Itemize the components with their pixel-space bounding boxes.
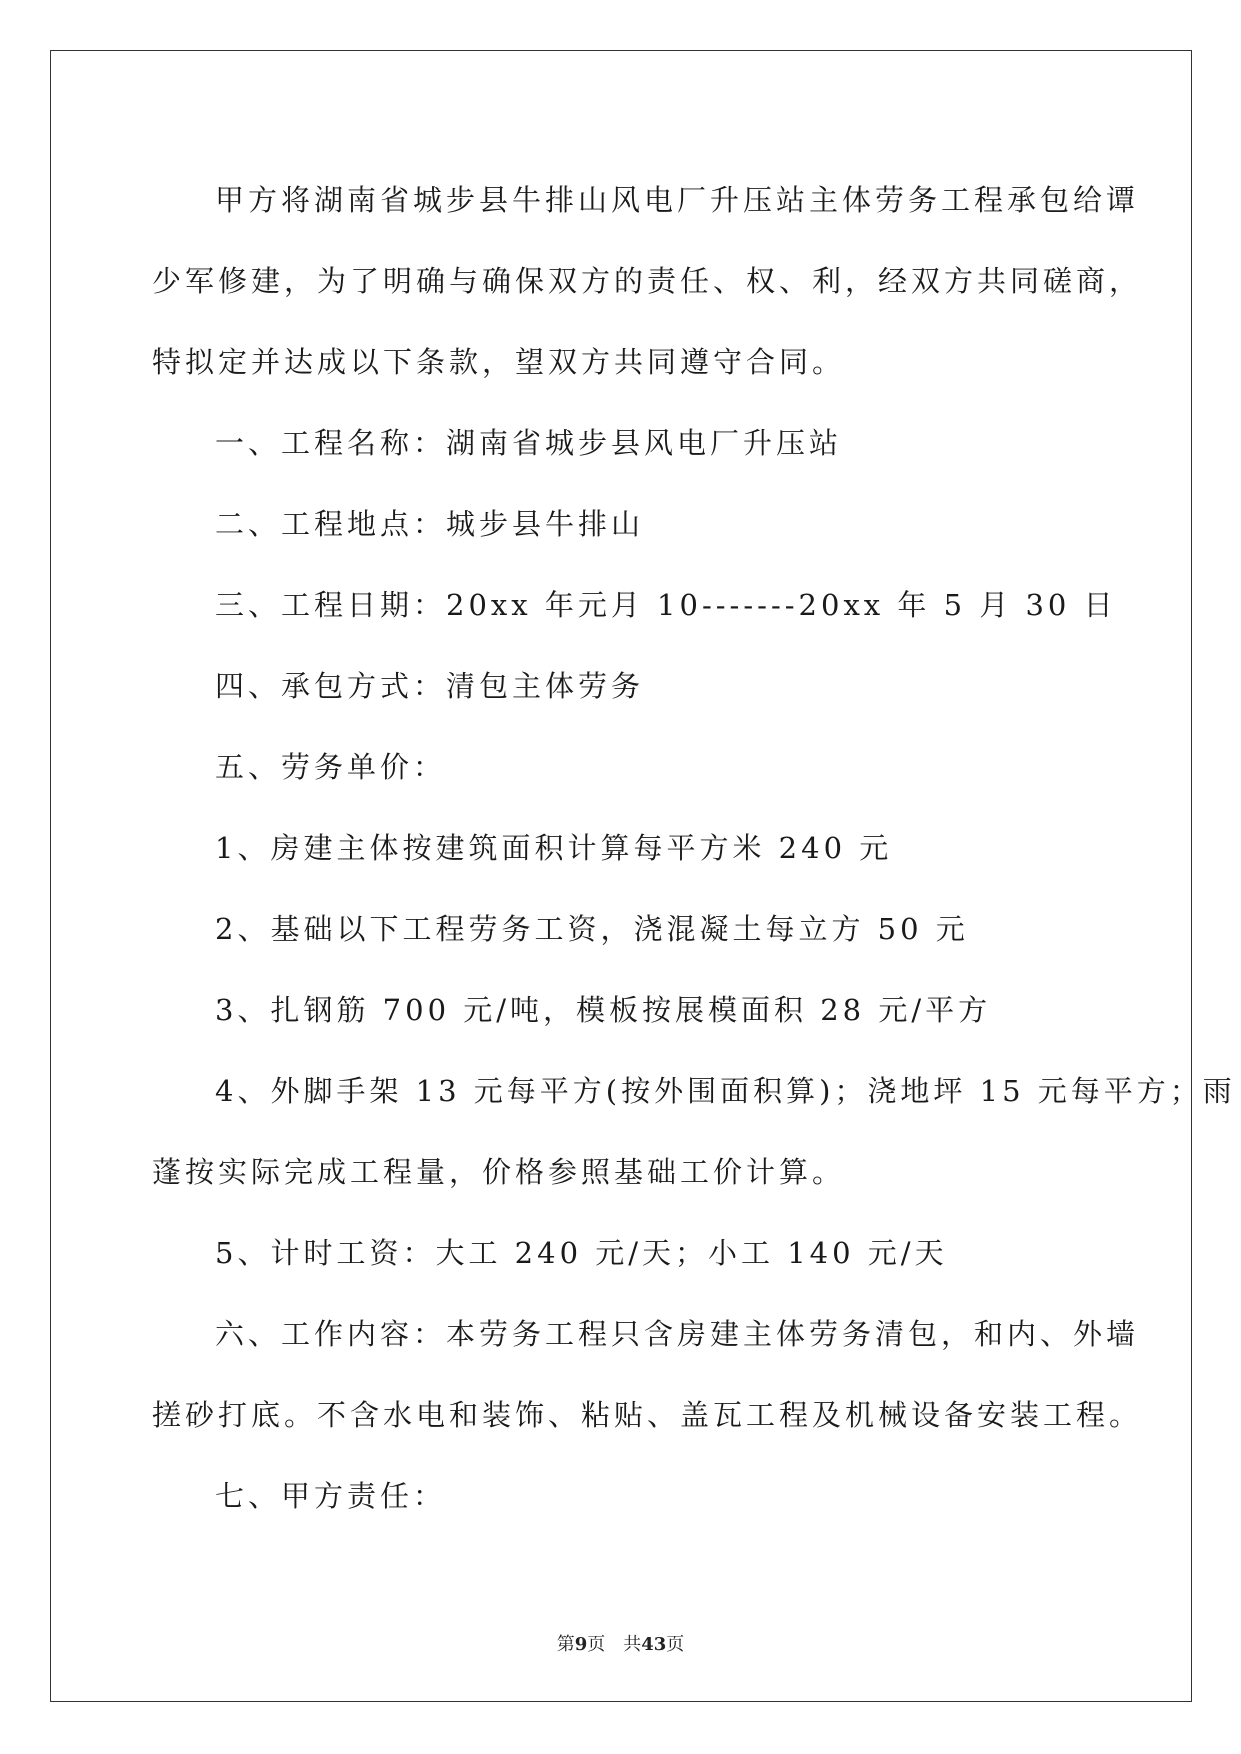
paragraph-line: 特拟定并达成以下条款，望双方共同遵守合同。: [152, 345, 846, 379]
price-item-1: 1、房建主体按建筑面积计算每平方米 240 元: [215, 831, 893, 865]
clause-contract-method: 四、承包方式：清包主体劳务: [215, 669, 645, 703]
price-item-2: 2、基础以下工程劳务工资，浇混凝土每立方 50 元: [215, 912, 969, 946]
footer-prefix: 第: [556, 1634, 575, 1655]
clause-project-location: 二、工程地点：城步县牛排山: [215, 507, 645, 541]
paragraph-line: 少军修建，为了明确与确保双方的责任、权、利，经双方共同磋商，: [152, 264, 1143, 298]
footer-total-prefix: 共: [623, 1634, 642, 1655]
clause-labor-prices-heading: 五、劳务单价：: [215, 750, 447, 784]
footer-total-suffix: 页: [666, 1634, 685, 1655]
clause-party-a-responsibility: 七、甲方责任：: [215, 1479, 447, 1513]
current-page-number: 9: [574, 1634, 588, 1655]
price-item-4-continued: 蓬按实际完成工程量，价格参照基础工价计算。: [152, 1155, 846, 1189]
clause-project-name: 一、工程名称：湖南省城步县风电厂升压站: [215, 426, 843, 460]
paragraph-line: 甲方将湖南省城步县牛排山风电厂升压站主体劳务工程承包给谭: [215, 183, 1140, 217]
document-body: [152, 160, 1236, 1537]
clause-project-dates: 三、工程日期：20xx 年元月 10-------20xx 年 5 月 30 日: [215, 588, 1117, 622]
total-pages-number: 43: [641, 1634, 667, 1655]
clause-work-content-continued: 搓砂打底。不含水电和装饰、粘贴、盖瓦工程及机械设备安装工程。: [152, 1398, 1143, 1432]
footer-page-suffix: 页: [587, 1634, 606, 1655]
page-footer: [0, 1630, 1241, 1656]
clause-work-content: 六、工作内容：本劳务工程只含房建主体劳务清包，和内、外墙: [215, 1317, 1140, 1351]
price-item-5: 5、计时工资：大工 240 元/天；小工 140 元/天: [215, 1236, 948, 1270]
price-item-4: 4、外脚手架 13 元每平方(按外围面积算)；浇地坪 15 元每平方；雨: [215, 1074, 1236, 1108]
price-item-3: 3、扎钢筋 700 元/吨，模板按展模面积 28 元/平方: [215, 993, 992, 1027]
